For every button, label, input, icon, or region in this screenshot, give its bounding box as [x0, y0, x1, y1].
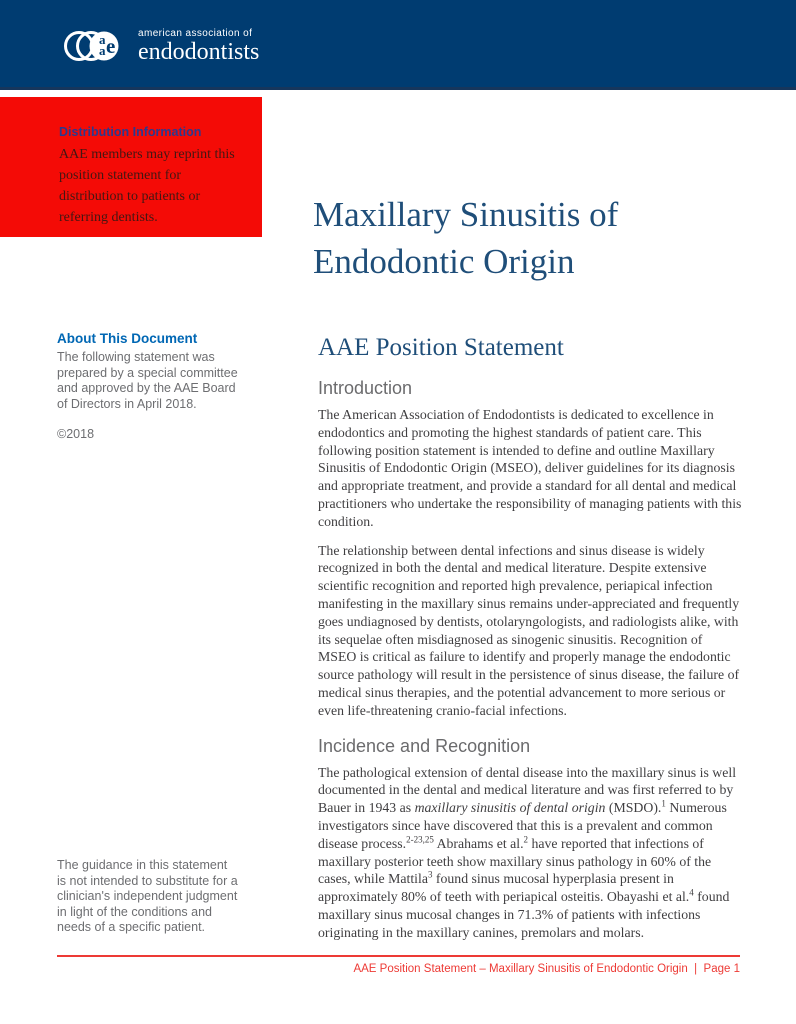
main-content [318, 334, 742, 953]
distribution-info-heading: Distribution Information [59, 125, 202, 139]
document-title-line1: Maxillary Sinusitis of [313, 195, 619, 234]
svg-text:a: a [99, 32, 106, 47]
footer-statement: AAE Position Statement – Maxillary Sinusitis of Endodontic Origin [353, 963, 688, 975]
section-heading: Incidence and Recognition [318, 735, 531, 756]
svg-text:a: a [99, 43, 106, 58]
footer-separator: | [694, 963, 698, 975]
logo-orgname: endodontists [138, 39, 260, 65]
header-bar [0, 0, 796, 90]
about-this-document [57, 331, 242, 441]
paragraph: The American Association of Endodontists is dedicated to excellence in endodontics and promoting the highest standards of patient care. This following position statement is intended to define and outline Maxillary Sinusitis of Endodontic Origin (MSEO), deliver guidelines for its diagnosis and appropriate treatment, and provide a standard for all dental and medical practitioners who undertake the responsibility of managing patients with this condition. [318, 407, 742, 529]
about-body: The following statement was prepared by a special committee and approved by the AAE Board of Directors in April 2018. [57, 350, 238, 411]
document-title-line2: Endodontic Origin [313, 242, 575, 281]
distribution-info-body: AAE members may reprint this position statement for distribution to patients or referring dentists. [59, 147, 235, 225]
logo-text [138, 28, 259, 64]
aae-logo-icon [64, 24, 130, 68]
about-heading: About This Document [57, 331, 198, 346]
aae-logo [64, 24, 259, 68]
svg-text:e: e [106, 34, 116, 58]
footer-divider [57, 955, 740, 957]
footer-text [353, 963, 740, 975]
paragraph: The pathological extension of dental disease into the maxillary sinus is well documented in the dental and medical literature and was first referred to by Bauer in 1943 as maxillary sinusitis of dental origin (MSDO).$^1$ Numerous investigators since have discovered that this is a prevalent and common disease process.$^{2-23,25}$ Abrahams et al.$^2$ have reported that infections of maxillary posterior teeth show maxillary sinus pathology in 60% of the cases, while Mattila$^3$ found sinus mucosal hyperplasia present in approximately 80% of teeth with periapical osteitis. Obayashi et al.$^4$ found maxillary sinus mucosal changes in 71.3% of patients with infections originating in the maxillary canines, premolars and molars. [318, 764, 737, 940]
sections-container [318, 378, 742, 942]
section-heading: Introduction [318, 378, 413, 398]
distribution-info-box [0, 97, 262, 237]
document-title [313, 191, 783, 285]
footer-page-number: Page 1 [703, 963, 740, 975]
position-statement-subtitle: AAE Position Statement [318, 334, 564, 361]
logo-tagline: american association of [138, 28, 253, 39]
paragraph: The relationship between dental infections and sinus disease is widely recognized in both the dental and medical literature. Despite extensive scientific recognition and reported high prevalence, periapical infection manifesting in the maxillary sinus remains under-appreciated and frequently goes undiagnosed by dentists, otolaryngologists, and radiologists alike, with its sequelae often misdiagnosed as sinogenic sinusitis. Recognition of MSEO is critical as failure to identify and properly manage the endodontic source pathology will result in the persistence of sinus disease, the failure of medical sinus therapies, and the potential advancement to more serious or even life-threatening cranio-facial infections. [318, 542, 740, 718]
copyright-notice: ©2018 [57, 427, 95, 441]
guidance-disclaimer: The guidance in this statement is not intended to substitute for a clinician's independent judgment in light of the conditions and needs of a specific patient. [57, 858, 238, 934]
